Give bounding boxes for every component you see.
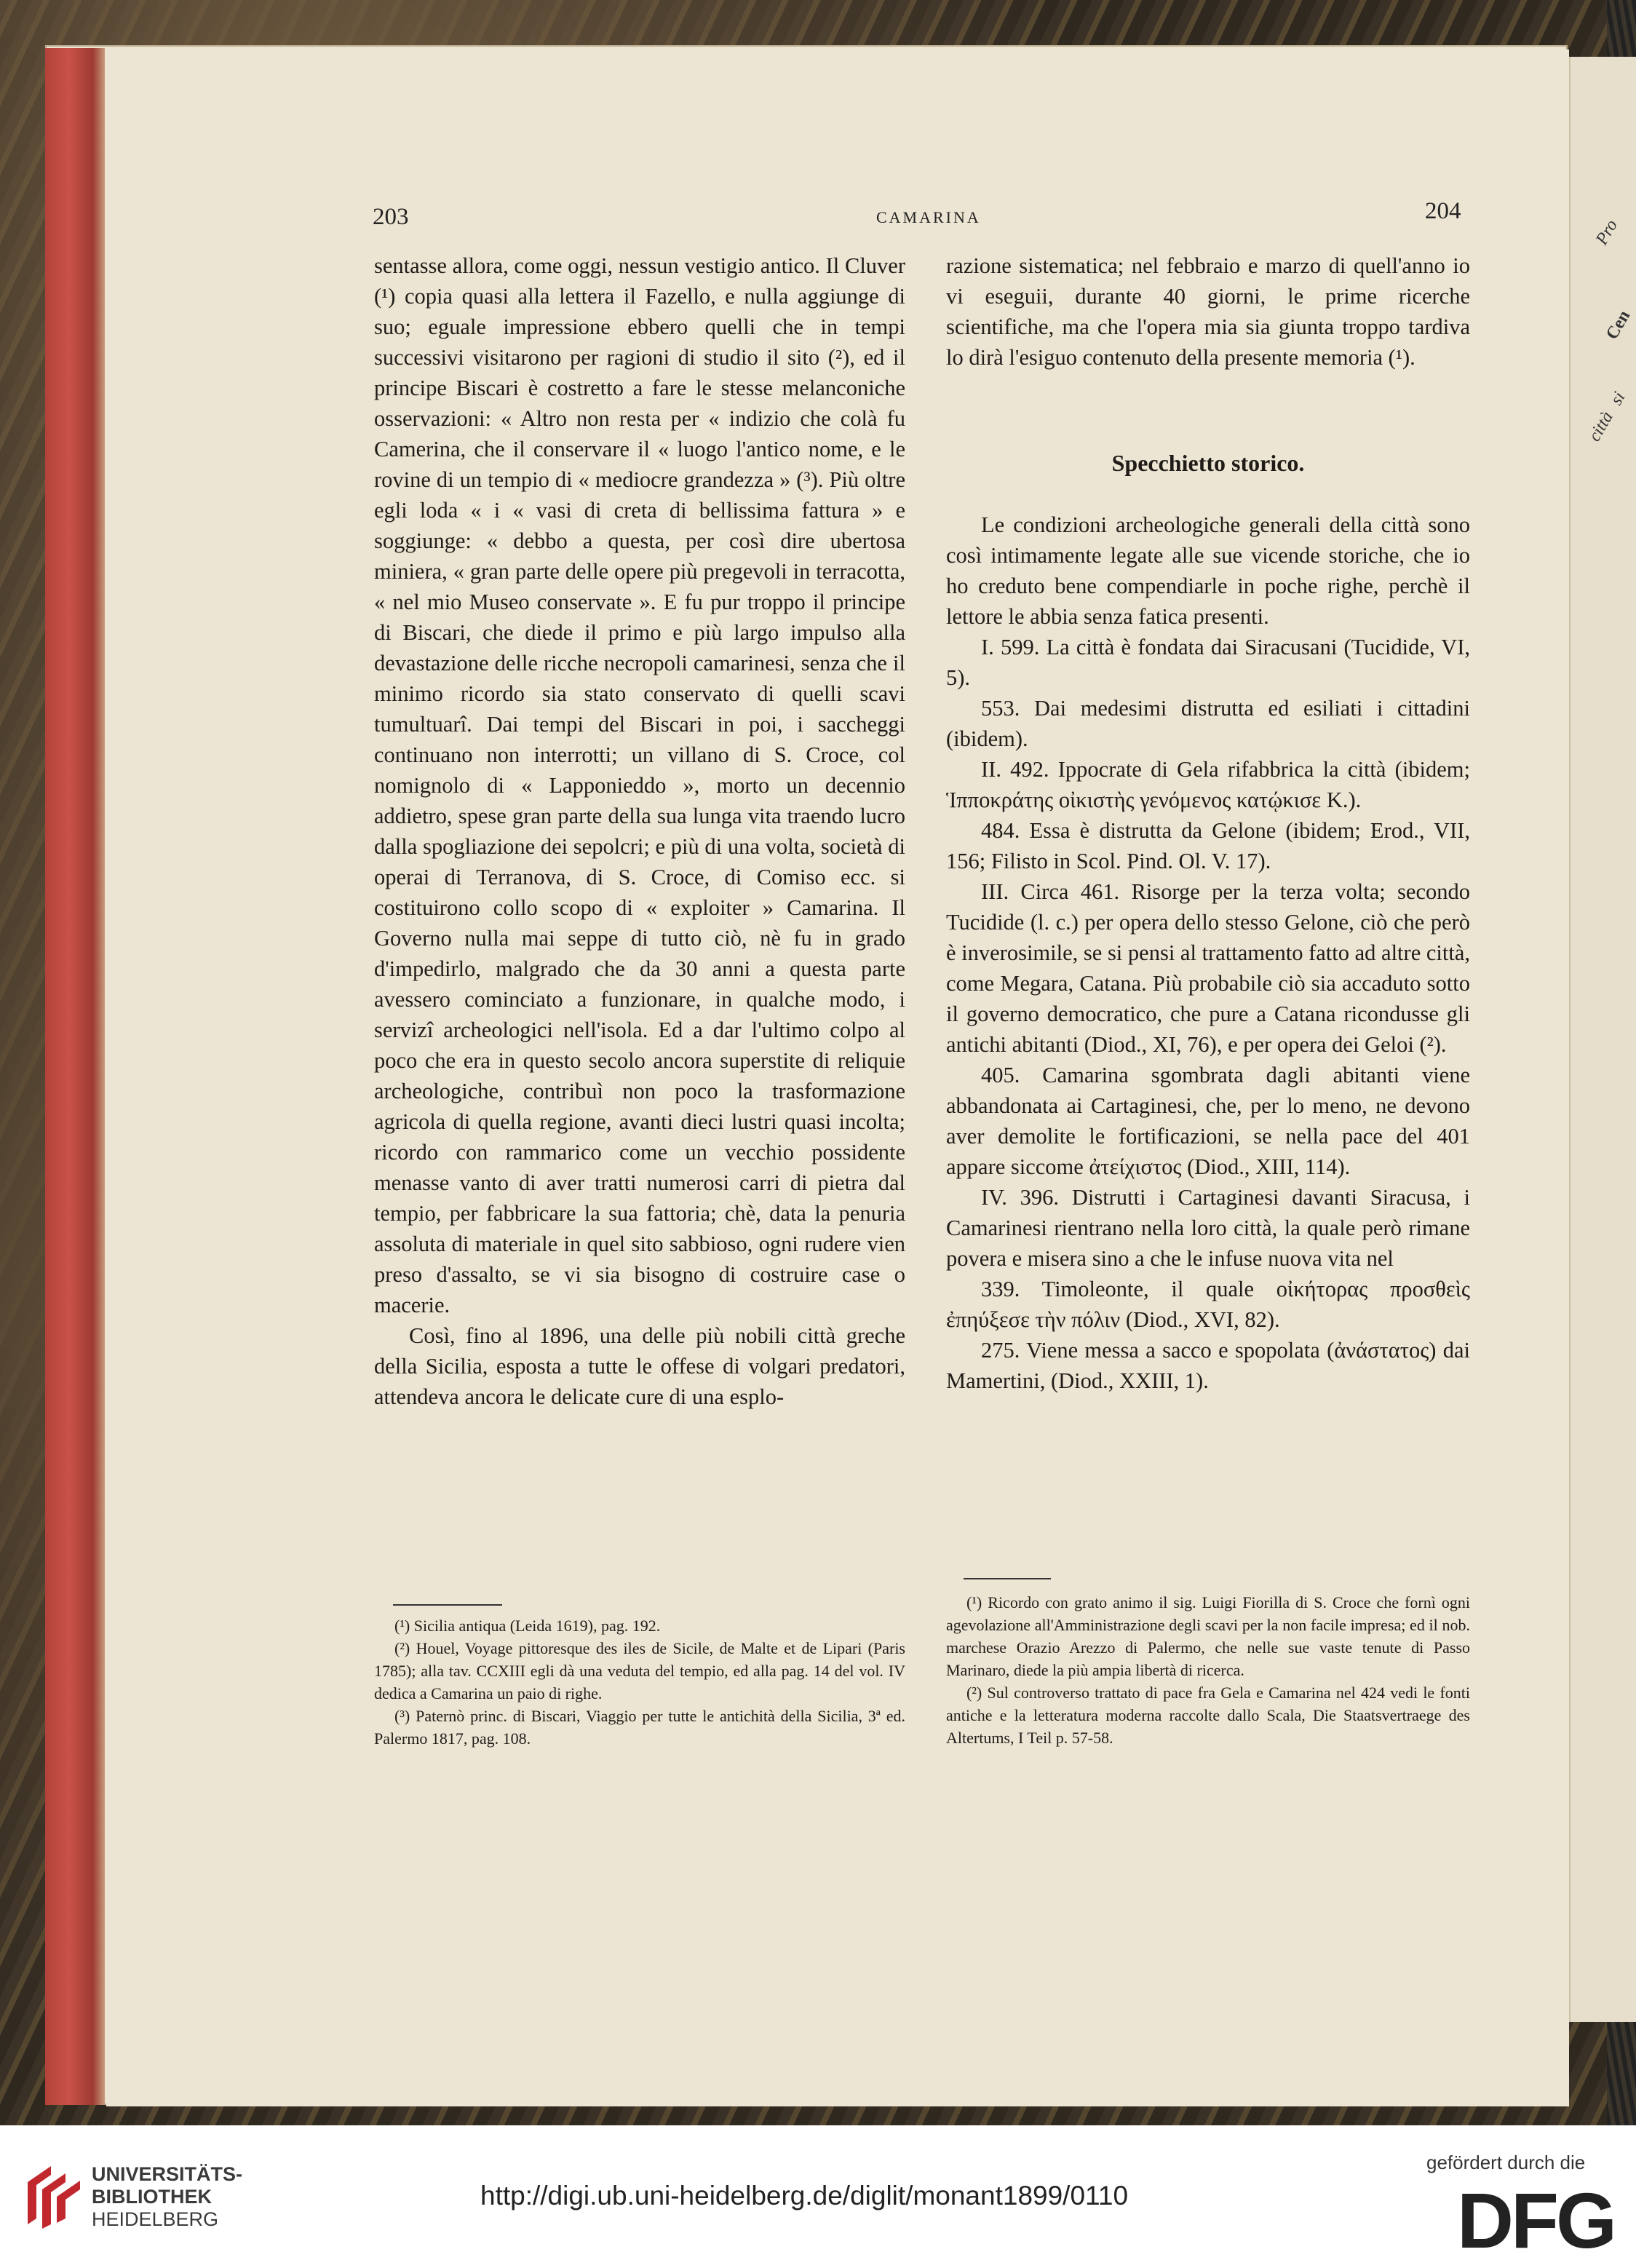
right-paragraph: IV. 396. Distrutti i Cartaginesi davanti Siracusa, i Camarinesi rientrano nella loro città, la quale però rimane povera e misera sino a che le infuse nuova vita nel [946,1185,1470,1271]
right-paragraph: I. 599. La città è fondata dai Siracusani (Tucidide, VI, 5). [946,635,1470,690]
footnote: (²) Sul controverso trattato di pace fra Gela e Camarina nel 424 vedi le fonti antiche e la letteratura moderna raccolte dallo Scala, Die Staatsvertraege des Altertums, I Teil p. 57-58. [946,1684,1470,1747]
right-paragraph: 484. Essa è distrutta da Gelone (ibidem; Erod., VII, 156; Filisto in Scol. Pind. Ol. V. 17). [946,818,1470,873]
right-paragraph: razione sistematica; nel febbraio e marzo di quell'anno io vi eseguii, durante 40 giorni, le prime ricerche scientifiche, ma che l'opera mia sia giunta troppo tardiva lo dirà l'esiguo contenuto della presente memoria (¹). [946,253,1470,370]
adjacent-fragment: si [1607,389,1629,408]
right-text-column [946,509,1470,1396]
adjacent-fragment: Pro [1592,216,1622,248]
footnote: (¹) Sicilia antiqua (Leida 1619), pag. 192. [394,1617,661,1635]
adjacent-page-strip [1569,57,1636,2022]
adjacent-fragment: città [1585,408,1617,445]
left-paragraph: sentasse allora, come oggi, nessun vestigio antico. Il Cluver (¹) copia quasi alla lettera il Fazello, e nulla aggiunge di suo; eguale impressione ebbero quelli che in tempi successivi visitarono per ragioni di studio il sito (²), ed il principe Biscari è costretto a fare le stesse melanconiche osservazioni: « Altro non resta per « indizio che colà fu Camerina, che il conservare il « luogo l'antico nome, e le rovine di un tempio di « mediocre grandezza » (³). Più oltre egli loda « i « vasi di creta di bellissima fattura » e soggiunge: « debbo a questa, per così dire ubertosa miniera, « gran parte delle opere più pregevoli in terracotta, « nel mio Museo conservate ». E fu pur troppo il principe di Biscari, che diede il primo e più largo impulso alla devastazione delle ricche necropoli camarinesi, senza che il minimo ricordo sia stato conservato di quelli scavi tumultuarî. Dai tempi del Biscari in poi, i saccheggi continuano non interrotti; un villano di S. Croce, col nomignolo di « Lapponieddo », morto un decennio addietro, spese gran parte della sua lunga vita traendo lucro dalla spogliazione dei sepolcri; e più di una volta, società di operai di Terranova, di S. Croce, di Comiso ecc. si costituirono collo scopo di « exploiter » Camarina. Il Governo nulla mai seppe di tutto ciò, nè fu in grado d'impedirlo, malgrado che da 30 anni a questa parte avessero cominciato a funzionare, in qualche modo, i servizî archeologici nell'isola. Ed a dar l'ultimo colpo al poco che era in questo secolo ancora superstite di reliquie archeologiche, contribuì non poco la trasformazione agricola di quella regione, avanti dieci lustri quasi incolta; ricordo con rammarico come un vecchio possidente menasse vanto di aver tratti numerosi carri di pietra dal tempio, per fabbricare la sua fattoria; chè, data la penuria assoluta di materiale in quel sito sabbioso, ogni rudere vien preso d'assalto, se vi sia bisogno di costruire case o macerie. [374,253,905,1317]
right-paragraph: Le condizioni archeologiche generali della città sono così intimamente legate alle sue vicende storiche, che io ho creduto bene compendiarle in poche righe, perchè il lettore le abbia senza fatica presenti. [946,512,1470,629]
footnote-rule-left [393,1604,502,1606]
left-text-column [374,250,905,1412]
adjacent-fragment: Cen [1603,307,1635,343]
sponsor-caption: gefördert durch die [1426,2152,1586,2173]
right-paragraph: 275. Viene messa a sacco e spopolata (ἀνάστατος) dai Mamertini, (Diod., XXIII, 1). [946,1338,1470,1393]
right-page-number: 204 [1425,198,1461,224]
left-paragraph: Così, fino al 1896, una delle più nobili città greche della Sicilia, esposta a tutte le offese di volgari predatori, attendeva ancora le delicate cure di una esplo- [374,1323,905,1409]
running-title: CAMARINA [876,208,981,226]
right-paragraph: II. 492. Ippocrate di Gela rifabbrica la città (ibidem; Ἱπποκράτης οἰκιστὴς γενόμενος κατῴκισε K.). [946,757,1470,812]
footnote-rule-right [964,1578,1051,1579]
right-footnotes [946,1591,1470,1749]
library-line: BIBLIOTHEK [92,2186,212,2208]
right-text-intro [946,250,1470,373]
library-line: HEIDELBERG [92,2208,219,2230]
left-page-number: 203 [373,204,409,230]
library-line: UNIVERSITÄTS- [92,2163,243,2185]
library-name [92,2163,242,2231]
right-paragraph: 339. Timoleonte, il quale οἰκήτορας προσθεὶς ἐπηύξεσε τὴν πόλιν (Diod., XVI, 82). [946,1277,1470,1332]
footnote: (¹) Ricordo con grato animo il sig. Luigi Fiorilla di S. Croce che fornì ogni agevolazione all'Amministrazione degli scavi per la non facile impresa; ed il nob. marchese Orazio Arezzo di Palermo, che nelle sue vaste tenute di Passo Marinaro, diede la più ampia libertà di ricerca. [946,1593,1470,1679]
right-paragraph: 553. Dai medesimi distrutta ed esiliati i cittadini (ibidem). [946,696,1470,751]
footnote: (²) Houel, Voyage pittoresque des iles de Sicile, de Malte et de Lipari (Paris 1785); alla tav. CCXIII egli dà una veduta del tempio, ed alla pag. 14 del vol. IV dedica a Camarina un paio di righe. [374,1639,905,1702]
right-paragraph: 405. Camarina sgombrata dagli abitanti viene abbandonata ai Cartaginesi, che, per lo meno, ne devono aver demolite le fortificazioni, se nella pace del 401 appare siccome ἀτείχιστος (Diod., XIII, 114). [946,1063,1470,1179]
left-footnotes [374,1614,905,1750]
footnote: (³) Paternò princ. di Biscari, Viaggio per tutte le antichità della Sicilia, 3ª ed. Palermo 1817, pag. 108. [374,1707,905,1748]
permalink-url[interactable]: http://digi.ub.uni-heidelberg.de/diglit/monant1899/0110 [480,2181,1129,2210]
right-paragraph: III. Circa 461. Risorge per la terza volta; secondo Tucidide (l. c.) per opera dello stesso Gelone, ciò che però è inverosimile, se si pensi al trattamento fatto ad altre città, come Megara, Catana. Più probabile ciò sia accaduto sotto il governo democratico, che pure a Catana ricondusse gli antichi abitanti (Diod., XI, 76), e per opera dei Geloi (²). [946,879,1470,1057]
section-heading: Specchietto storico. [1111,450,1305,476]
ub-heidelberg-logo-icon[interactable] [22,2160,84,2230]
red-spine-edge [45,48,105,2105]
dfg-logo[interactable]: DFG [1457,2176,1614,2264]
